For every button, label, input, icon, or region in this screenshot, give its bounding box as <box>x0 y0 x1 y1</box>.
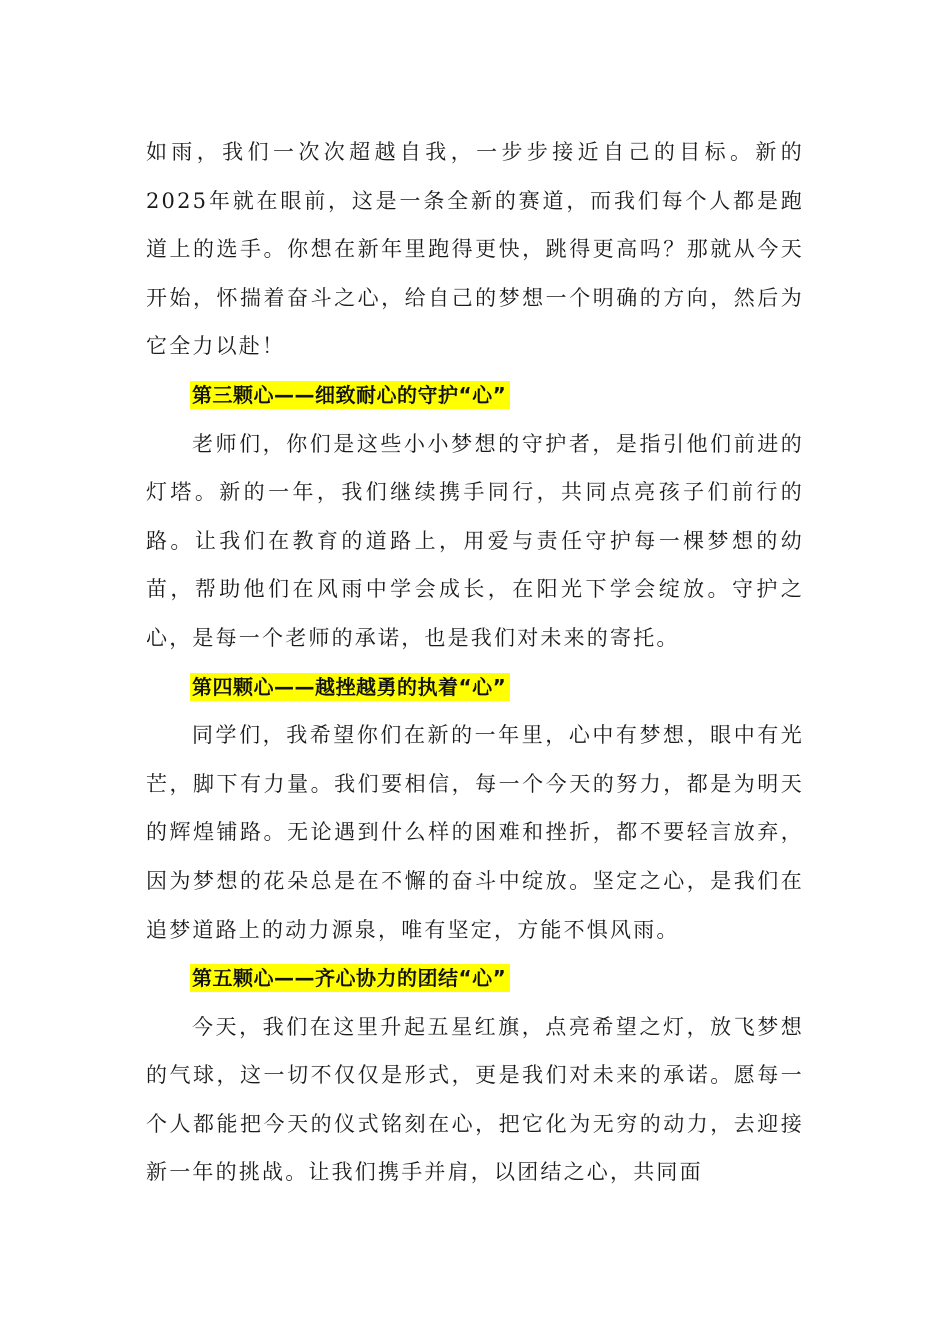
paragraph-continuation: 如雨，我们一次次超越自我，一步步接近自己的目标。新的2025年就在眼前，这是一条全新的赛道，而我们每个人都是跑道上的选手。你想在新年里跑得更快，跳得更高吗？那就从今天开始，怀揣着奋斗之心，给自己的梦想一个明确的方向，然后为它全力以赴！ <box>146 140 804 359</box>
section-heading-fourth-heart: 第四颗心——越挫越勇的执着“心” <box>190 673 510 701</box>
section-heading-row-3 <box>146 371 804 420</box>
document-page <box>146 128 804 1197</box>
section-heading-row-4 <box>146 663 804 712</box>
paragraph-teachers: 老师们，你们是这些小小梦想的守护者，是指引他们前进的灯塔。新的一年，我们继续携手同行，共同点亮孩子们前行的路。让我们在教育的道路上，用爱与责任守护每一棵梦想的幼苗，帮助他们在风雨中学会成长，在阳光下学会绽放。守护之心，是每一个老师的承诺，也是我们对未来的寄托。 <box>146 431 804 650</box>
section-heading-fifth-heart: 第五颗心——齐心协力的团结“心” <box>190 964 510 992</box>
section-heading-third-heart: 第三颗心——细致耐心的守护“心” <box>190 381 510 409</box>
paragraph-today: 今天，我们在这里升起五星红旗，点亮希望之灯，放飞梦想的气球，这一切不仅仅是形式，更是我们对未来的承诺。愿每一个人都能把今天的仪式铭刻在心，把它化为无穷的动力，去迎接新一年的挑战。让我们携手并肩，以团结之心，共同面 <box>146 1014 804 1185</box>
paragraph-students: 同学们，我希望你们在新的一年里，心中有梦想，眼中有光芒，脚下有力量。我们要相信，每一个今天的努力，都是为明天的辉煌铺路。无论遇到什么样的困难和挫折，都不要轻言放弃，因为梦想的花朵总是在不懈的奋斗中绽放。坚定之心，是我们在追梦道路上的动力源泉，唯有坚定，方能不惧风雨。 <box>146 723 804 942</box>
section-heading-row-5 <box>146 954 804 1003</box>
